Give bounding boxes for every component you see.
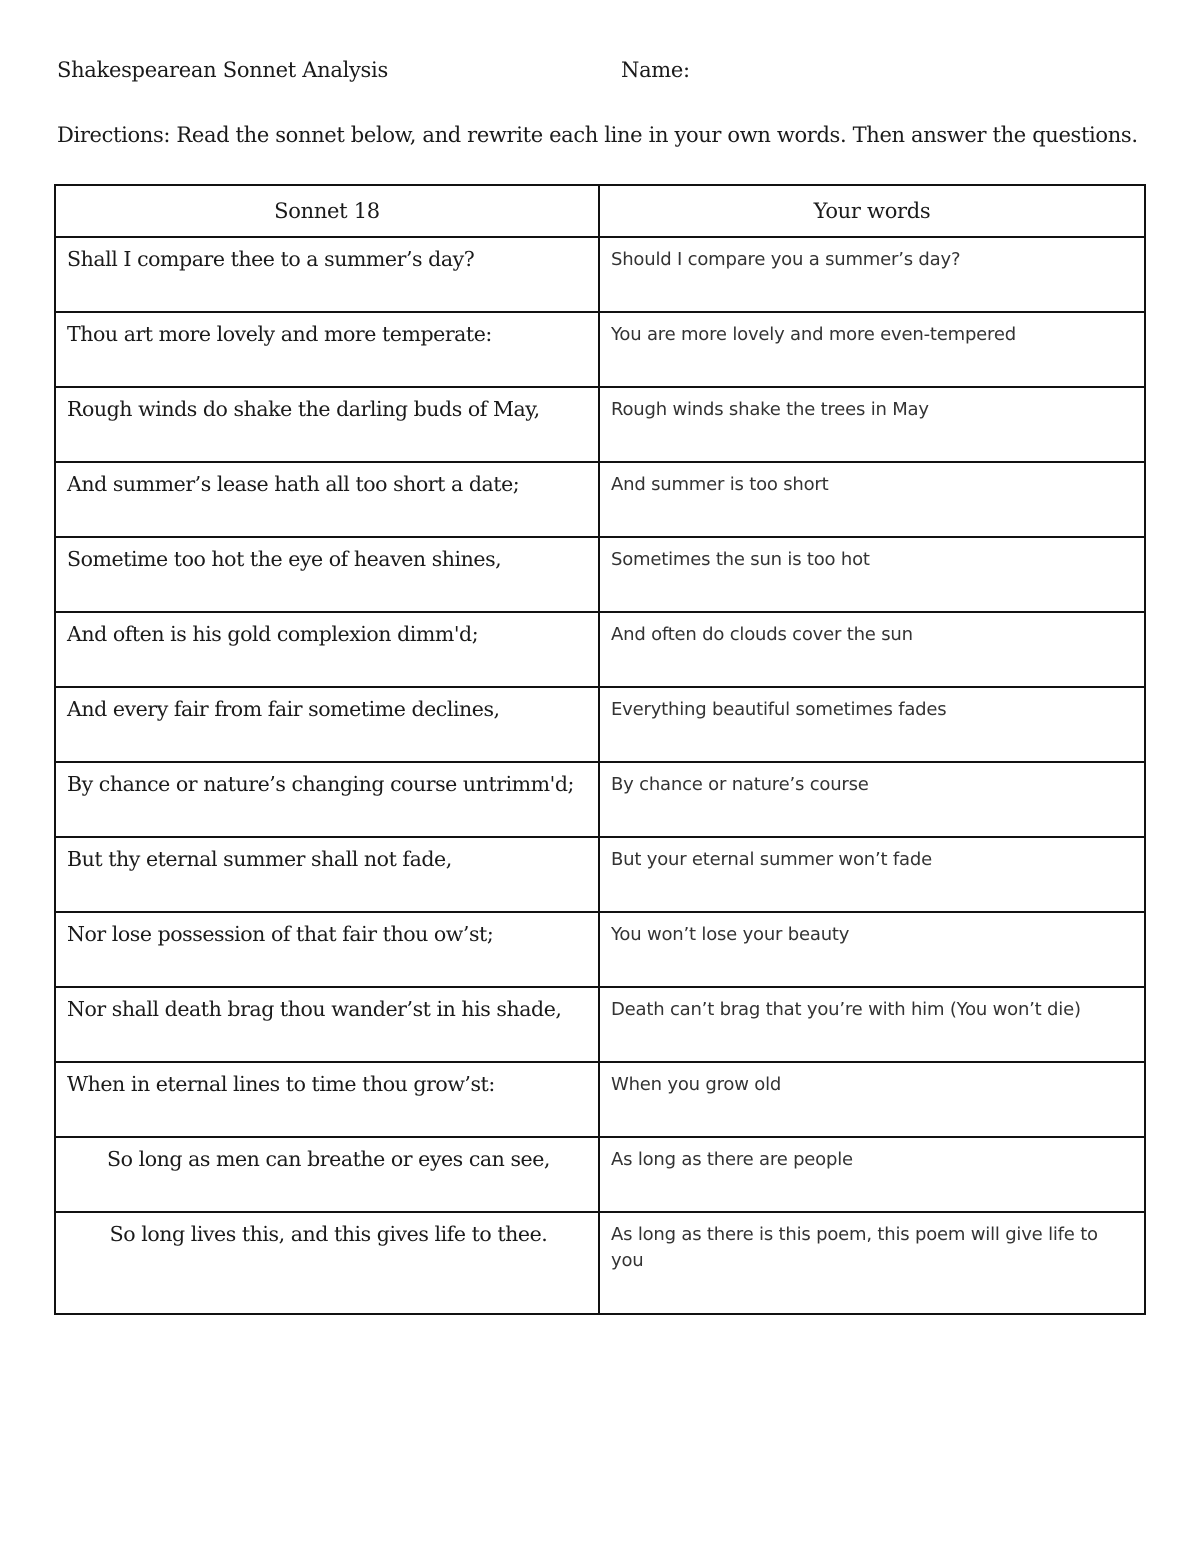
sonnet-line: Sometime too hot the eye of heaven shines, <box>55 537 599 612</box>
your-words-cell[interactable]: As long as there are people <box>599 1137 1145 1212</box>
sonnet-line: Nor shall death brag thou wander’st in his shade, <box>55 987 599 1062</box>
your-words-cell[interactable]: Everything beautiful sometimes fades <box>599 687 1145 762</box>
table-row <box>55 462 1145 537</box>
sonnet-line: Nor lose possession of that fair thou ow’st; <box>55 912 599 987</box>
your-words-cell[interactable]: And summer is too short <box>599 462 1145 537</box>
sonnet-line: And summer’s lease hath all too short a date; <box>55 462 599 537</box>
table-row <box>55 1137 1145 1212</box>
sonnet-line: Thou art more lovely and more temperate: <box>55 312 599 387</box>
table-row <box>55 1062 1145 1137</box>
table-row <box>55 687 1145 762</box>
your-words-cell[interactable]: You won’t lose your beauty <box>599 912 1145 987</box>
sonnet-line: Rough winds do shake the darling buds of May, <box>55 387 599 462</box>
table-row <box>55 987 1145 1062</box>
your-words-cell[interactable]: Should I compare you a summer’s day? <box>599 237 1145 312</box>
your-words-cell[interactable]: But your eternal summer won’t fade <box>599 837 1145 912</box>
table-row <box>55 837 1145 912</box>
sonnet-line: By chance or nature’s changing course untrimm'd; <box>55 762 599 837</box>
sonnet-line: When in eternal lines to time thou grow’st: <box>55 1062 599 1137</box>
table-row <box>55 762 1145 837</box>
table-row <box>55 1212 1145 1314</box>
your-words-cell[interactable]: When you grow old <box>599 1062 1145 1137</box>
column-header-sonnet: Sonnet 18 <box>55 185 599 237</box>
your-words-cell[interactable]: Sometimes the sun is too hot <box>599 537 1145 612</box>
your-words-cell[interactable]: By chance or nature’s course <box>599 762 1145 837</box>
table-row <box>55 237 1145 312</box>
table-header-row <box>55 185 1145 237</box>
name-label: Name: <box>621 58 690 82</box>
directions-text: Directions: Read the sonnet below, and rewrite each line in your own words. Then answer the questions. <box>57 123 1138 147</box>
worksheet-title: Shakespearean Sonnet Analysis <box>57 58 388 82</box>
table-row <box>55 312 1145 387</box>
sonnet-line: So long lives this, and this gives life to thee. <box>55 1212 599 1314</box>
sonnet-line: And often is his gold complexion dimm'd; <box>55 612 599 687</box>
sonnet-line: Shall I compare thee to a summer’s day? <box>55 237 599 312</box>
table-row <box>55 912 1145 987</box>
your-words-cell[interactable]: Rough winds shake the trees in May <box>599 387 1145 462</box>
your-words-cell[interactable]: As long as there is this poem, this poem will give life to you <box>599 1212 1145 1314</box>
sonnet-table <box>54 184 1146 1315</box>
your-words-cell[interactable]: Death can’t brag that you’re with him (You won’t die) <box>599 987 1145 1062</box>
sonnet-line: But thy eternal summer shall not fade, <box>55 837 599 912</box>
your-words-cell[interactable]: You are more lovely and more even-tempered <box>599 312 1145 387</box>
table-row <box>55 537 1145 612</box>
sonnet-line: And every fair from fair sometime declines, <box>55 687 599 762</box>
table-row <box>55 612 1145 687</box>
sonnet-line: So long as men can breathe or eyes can see, <box>55 1137 599 1212</box>
your-words-cell[interactable]: And often do clouds cover the sun <box>599 612 1145 687</box>
table-row <box>55 387 1145 462</box>
column-header-your-words: Your words <box>599 185 1145 237</box>
